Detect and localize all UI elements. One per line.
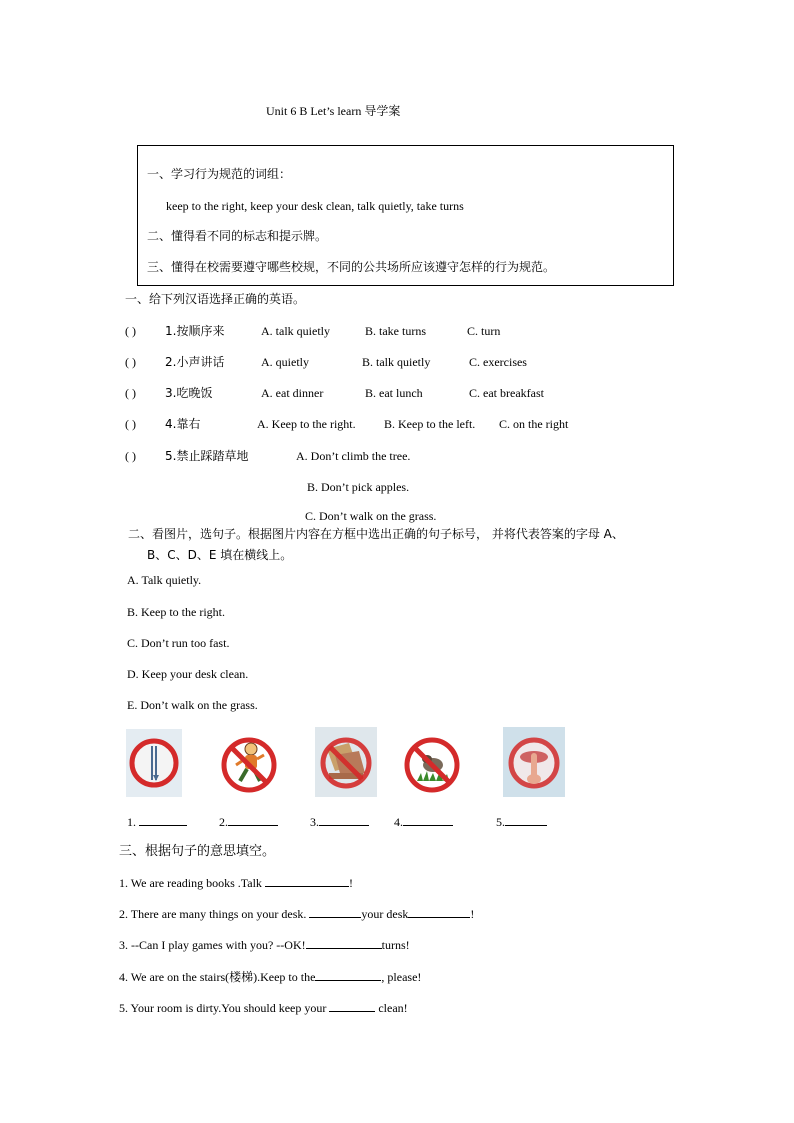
- q5-option-a: A. Don’t climb the tree.: [296, 449, 411, 463]
- q1-text: 1.按顺序来: [165, 324, 225, 338]
- fill-item-5: 5. Your room is dirty.You should keep your clean!: [119, 1001, 408, 1015]
- q5-text: 5.禁止踩踏草地: [165, 449, 249, 463]
- quiet-sign-icon: [503, 727, 565, 797]
- goal-line-3: 三、懂得在校需要遵守哪些校规，不同的公共场所应该遵守怎样的行为规范。: [147, 260, 556, 274]
- no-walking-on-grass-sign-icon: [403, 729, 461, 797]
- fill-item-3: 3. --Can I play games with you? --OK! turns!: [119, 938, 410, 952]
- q3-bracket[interactable]: ( ): [125, 386, 136, 400]
- q1-option-a: A. talk quietly: [261, 324, 330, 338]
- answer-blank-3[interactable]: 3.: [310, 814, 369, 829]
- goal-phrases: keep to the right, keep your desk clean, talk quietly, take turns: [166, 199, 464, 213]
- q4-option-b: B. Keep to the left.: [384, 417, 476, 431]
- part2-heading-line2: B、C、D、E 填在横线上。: [147, 548, 293, 562]
- answer-blank-4[interactable]: 4.: [394, 814, 453, 829]
- no-running-sign-icon: [220, 729, 278, 797]
- part2-option-d: D. Keep your desk clean.: [127, 667, 249, 681]
- q1-option-b: B. take turns: [365, 324, 426, 338]
- q3-option-b: B. eat lunch: [365, 386, 423, 400]
- q5-bracket[interactable]: ( ): [125, 449, 136, 463]
- answer-blank-2[interactable]: 2.: [219, 814, 278, 829]
- q5-option-c: C. Don’t walk on the grass.: [305, 509, 437, 523]
- fill-item-2: 2. There are many things on your desk. your desk !: [119, 907, 475, 921]
- q4-option-c: C. on the right: [499, 417, 569, 431]
- part2-option-c: C. Don’t run too fast.: [127, 636, 230, 650]
- fill-blank-3[interactable]: [306, 937, 382, 949]
- q2-bracket[interactable]: ( ): [125, 355, 136, 369]
- page-title: Unit 6 B Let’s learn 导学案: [266, 104, 401, 118]
- part2-option-e: E. Don’t walk on the grass.: [127, 698, 258, 712]
- fill-blank-5[interactable]: [329, 1000, 375, 1012]
- messy-desk-sign-icon: [315, 727, 377, 797]
- part2-option-a: A. Talk quietly.: [127, 573, 202, 587]
- keep-right-sign-icon: [126, 729, 182, 797]
- q2-option-a: A. quietly: [261, 355, 309, 369]
- q3-option-c: C. eat breakfast: [469, 386, 544, 400]
- q1-option-c: C. turn: [467, 324, 501, 338]
- q4-option-a: A. Keep to the right.: [257, 417, 356, 431]
- q2-option-c: C. exercises: [469, 355, 527, 369]
- goal-line-1: 一、学习行为规范的词组：: [147, 167, 292, 181]
- fill-blank-1[interactable]: [265, 875, 349, 887]
- q3-text: 3.吃晚饭: [165, 386, 213, 400]
- q3-option-a: A. eat dinner: [261, 386, 324, 400]
- fill-blank-4[interactable]: [315, 969, 381, 981]
- fill-item-1: 1. We are reading books .Talk !: [119, 876, 353, 890]
- fill-item-4: 4. We are on the stairs(楼梯).Keep to the , please!: [119, 970, 422, 984]
- q4-text: 4.靠右: [165, 417, 201, 431]
- q5-option-b: B. Don’t pick apples.: [307, 480, 410, 494]
- part2-option-b: B. Keep to the right.: [127, 605, 225, 619]
- part1-heading: 一、给下列汉语选择正确的英语。: [125, 292, 306, 306]
- q2-option-b: B. talk quietly: [362, 355, 431, 369]
- q4-bracket[interactable]: ( ): [125, 417, 136, 431]
- part3-heading: 三、根据句子的意思填空。: [119, 844, 276, 859]
- fill-blank-2a[interactable]: [309, 906, 361, 918]
- answer-blank-5[interactable]: 5.: [496, 814, 547, 829]
- fill-blank-2b[interactable]: [408, 906, 470, 918]
- part2-heading-line1: 二、看图片，选句子。根据图片内容在方框中选出正确的句子标号， 并将代表答案的字母 A、: [128, 527, 624, 541]
- goal-line-2: 二、懂得看不同的标志和提示牌。: [147, 229, 328, 243]
- q2-text: 2.小声讲话: [165, 355, 225, 369]
- answer-blank-1[interactable]: 1.: [127, 814, 187, 829]
- q1-bracket[interactable]: ( ): [125, 324, 136, 338]
